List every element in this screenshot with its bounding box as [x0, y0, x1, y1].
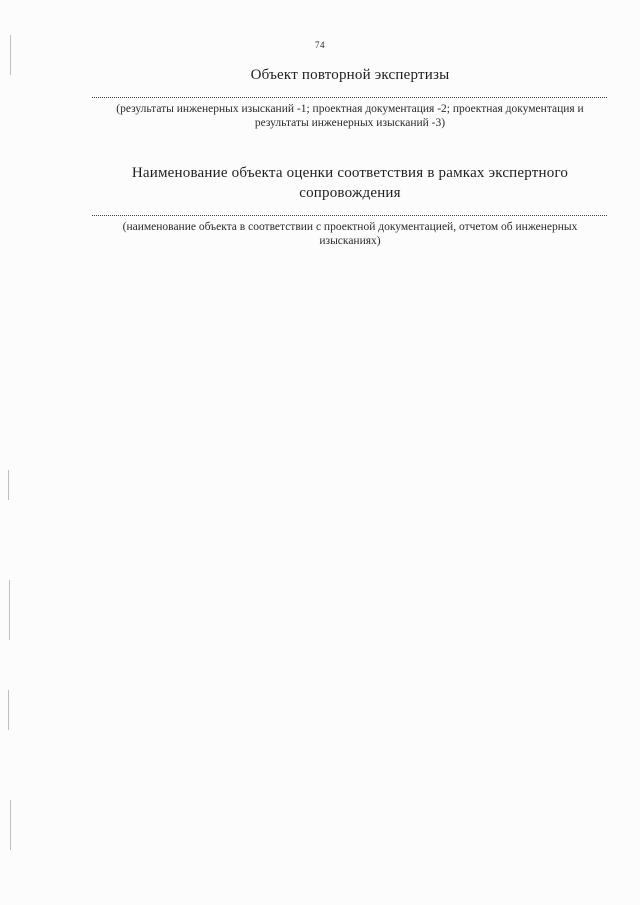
- assessment-object-caption: (наименование объекта в соответствии с проектной документацией, отчетом об инженерных изысканиях): [122, 221, 578, 247]
- fill-in-line-assessment-object: [92, 215, 607, 216]
- scan-artifact: [8, 470, 9, 500]
- scan-artifact: [9, 580, 10, 640]
- scan-artifact: [8, 690, 9, 730]
- expertise-object-caption: (результаты инженерных изысканий -1; проектная документация -2; проектная документация и результаты инженерных изысканий -3): [116, 103, 584, 129]
- fill-in-line-expertise-object: [92, 97, 607, 98]
- scan-artifact: [10, 800, 11, 850]
- page-number: 74: [315, 40, 325, 50]
- expertise-object-title: Объект повторной экспертизы: [250, 67, 450, 83]
- assessment-object-title: Наименование объекта оценки соответствия в рамках экспертного сопровождения: [131, 165, 569, 201]
- scan-artifact: [10, 35, 11, 75]
